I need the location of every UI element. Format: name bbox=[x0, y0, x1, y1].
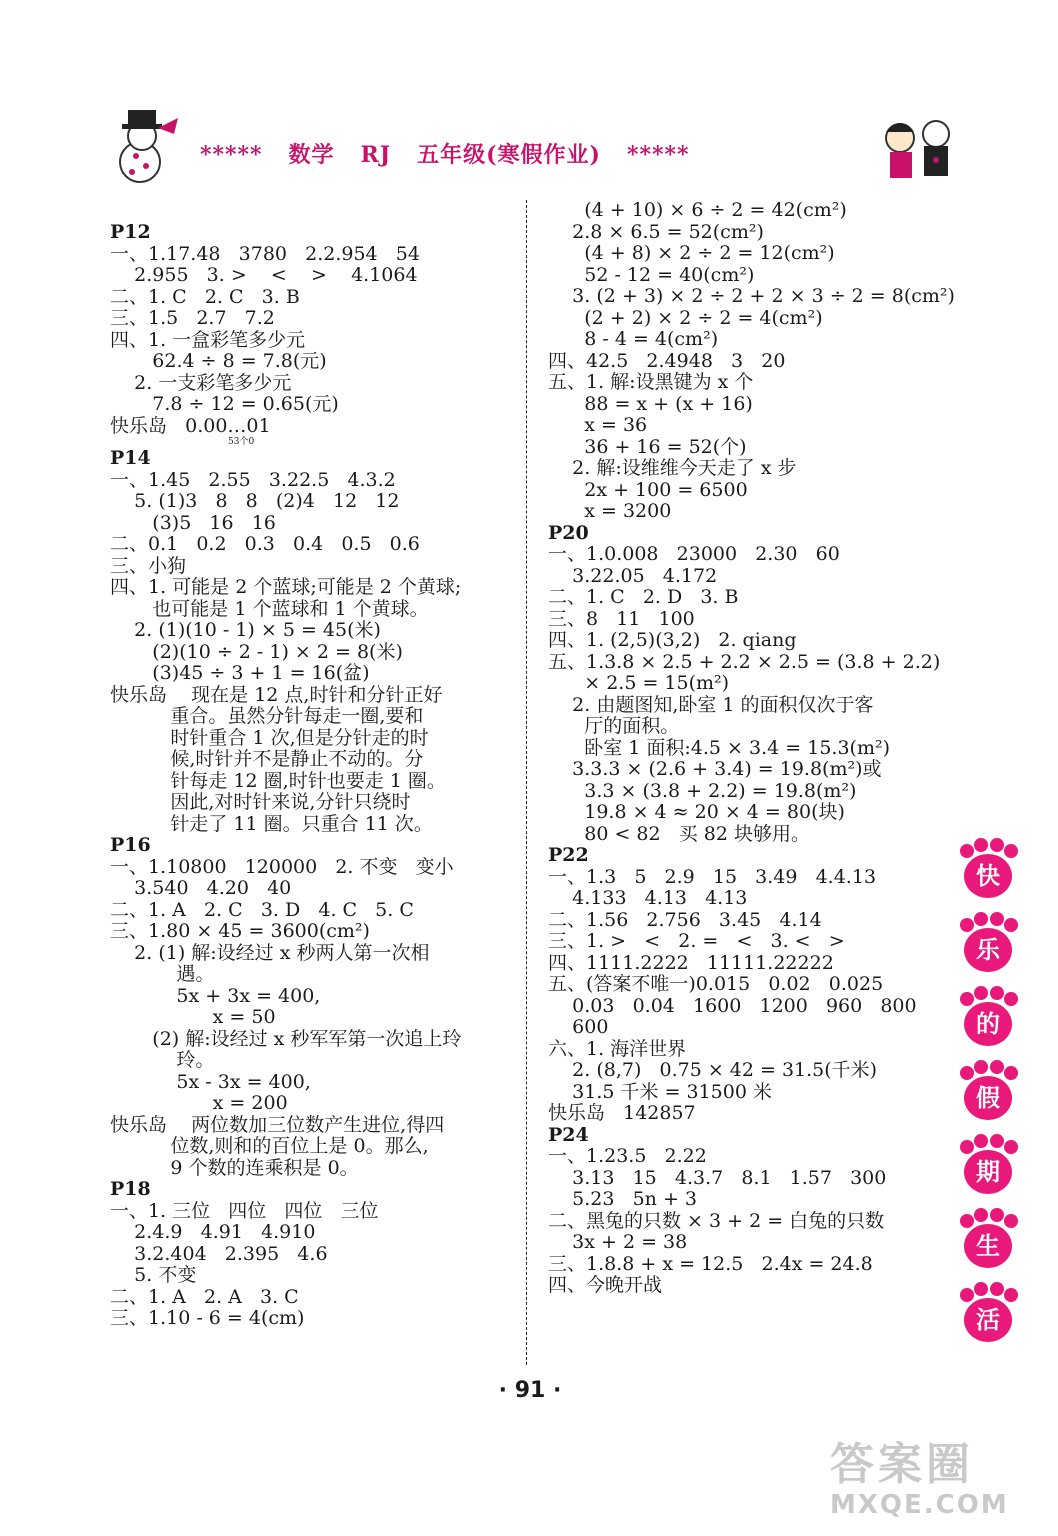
answer-line: 二、1. A 2. C 3. D 4. C 5. C bbox=[110, 898, 414, 921]
answer-line: 9 个数的连乘积是 0。 bbox=[110, 1156, 359, 1179]
answer-line: 五、(答案不唯一)0.015 0.02 0.025 bbox=[548, 973, 884, 995]
paw-badge-char: 乐 bbox=[964, 928, 1012, 972]
answer-line: 四、1. 一盒彩笔多少元 bbox=[110, 328, 306, 351]
answer-line: 快乐岛 0.00…01 bbox=[110, 414, 271, 437]
answer-line: 时针重合 1 次,但是分针走的时 bbox=[110, 726, 429, 749]
answer-line: 因此,对时针来说,分针只绕时 bbox=[110, 791, 411, 813]
answer-line: 2. 一支彩笔多少元 bbox=[110, 371, 292, 394]
right-answer-column bbox=[548, 199, 955, 1297]
paw-badge-char: 假 bbox=[964, 1076, 1012, 1120]
column-divider bbox=[526, 200, 527, 1365]
answer-line: 三、1.80 × 45 = 3600(cm²) bbox=[110, 920, 370, 942]
page-number: · 91 · bbox=[498, 1378, 562, 1403]
answer-line: (2)(10 ÷ 2 - 1) × 2 = 8(米) bbox=[110, 640, 403, 663]
answer-line: P24 bbox=[548, 1123, 589, 1146]
answer-line: 3.22.05 4.172 bbox=[548, 564, 718, 587]
answer-line: 88 = x + (x + 16) bbox=[548, 392, 753, 415]
paw-badge bbox=[958, 986, 1020, 1048]
answer-line: 三、8 11 100 bbox=[548, 607, 695, 630]
answer-line: 2.8 × 6.5 = 52(cm²) bbox=[548, 220, 764, 243]
answer-line: 厅的面积。 bbox=[548, 715, 680, 737]
answer-line: 针走了 11 圈。只重合 11 次。 bbox=[110, 812, 433, 835]
answer-line: (4 + 8) × 2 ÷ 2 = 12(cm²) bbox=[548, 242, 835, 264]
paw-badge bbox=[958, 1282, 1020, 1344]
answer-line: P12 bbox=[110, 221, 151, 243]
answer-line: (2 + 2) × 2 ÷ 2 = 4(cm²) bbox=[548, 306, 823, 329]
answer-line: 针每走 12 圈,时针也要走 1 圈。 bbox=[110, 769, 446, 792]
paw-badge bbox=[958, 838, 1020, 900]
answer-line: (3)5 16 16 bbox=[110, 511, 276, 534]
answer-line: 3.2.404 2.395 4.6 bbox=[110, 1242, 328, 1265]
answer-line: 位数,则和的百位上是 0。那么, bbox=[110, 1135, 429, 1157]
answer-line: 5x + 3x = 400, bbox=[110, 984, 321, 1007]
answer-line: 3.3.3 × (2.6 + 3.4) = 19.8(m²)或 bbox=[548, 758, 882, 780]
watermark-url: MXQE.COM bbox=[830, 1490, 1009, 1520]
children-right-decoration bbox=[870, 110, 965, 190]
answer-line: 2x + 100 = 6500 bbox=[548, 478, 748, 501]
answer-line: 二、1. A 2. A 3. C bbox=[110, 1285, 299, 1308]
answer-line: 2. (8,7) 0.75 × 42 = 31.5(千米) bbox=[548, 1059, 878, 1081]
answer-line: × 2.5 = 15(m²) bbox=[548, 672, 730, 694]
answer-line: 四、1. 可能是 2 个蓝球;可能是 2 个黄球; bbox=[110, 576, 462, 598]
answer-line: 一、1.3 5 2.9 15 3.49 4.4.13 bbox=[548, 865, 877, 888]
answer-line: 四、今晚开战 bbox=[548, 1274, 663, 1296]
answer-line: 5x - 3x = 400, bbox=[110, 1070, 311, 1093]
answer-line: 四、42.5 2.4948 3 20 bbox=[548, 349, 786, 372]
answer-line: 5. (1)3 8 8 (2)4 12 12 bbox=[110, 490, 400, 512]
answer-line: 一、1.23.5 2.22 bbox=[548, 1145, 707, 1167]
answer-line: x = 3200 bbox=[548, 500, 672, 522]
paw-badge bbox=[958, 1134, 1020, 1196]
answer-line: 3x + 2 = 38 bbox=[548, 1231, 688, 1253]
page-header bbox=[0, 100, 1058, 190]
answer-line: 2.4.9 4.91 4.910 bbox=[110, 1221, 316, 1243]
answer-line: 三、1. > < 2. = < 3. < > bbox=[548, 930, 845, 952]
paw-badge-char: 生 bbox=[964, 1224, 1012, 1268]
paw-badge-char: 的 bbox=[964, 1002, 1012, 1046]
answer-line: 2. 解:设维维今天走了 x 步 bbox=[548, 457, 797, 479]
answer-line: x = 200 bbox=[110, 1092, 288, 1114]
answer-line: 3.3 × (3.8 + 2.2) = 19.8(m²) bbox=[548, 779, 857, 802]
answer-line: 2.955 3. > < > 4.1064 bbox=[110, 264, 418, 286]
snowman-left-decoration bbox=[100, 100, 190, 190]
paw-badge bbox=[958, 912, 1020, 974]
answer-line: 五、1.3.8 × 2.5 + 2.2 × 2.5 = (3.8 + 2.2) bbox=[548, 650, 941, 673]
answer-line: 31.5 千米 = 31500 米 bbox=[548, 1080, 772, 1103]
answer-line: 一、1.17.48 3780 2.2.954 54 bbox=[110, 242, 420, 265]
watermark-logo bbox=[830, 1440, 1050, 1530]
answer-line: 2. (1)(10 - 1) × 5 = 45(米) bbox=[110, 619, 381, 641]
answer-line: 遇。 bbox=[110, 963, 215, 985]
paw-badge bbox=[958, 1208, 1020, 1270]
answer-line: 0.03 0.04 1600 1200 960 800 bbox=[548, 994, 917, 1017]
answer-line: 2. (1) 解:设经过 x 秒两人第一次相 bbox=[110, 941, 430, 964]
answer-line: 快乐岛 两位数加三位数产生进位,得四 bbox=[110, 1113, 445, 1136]
answer-line: 二、0.1 0.2 0.3 0.4 0.5 0.6 bbox=[110, 533, 420, 555]
answer-line: 4.133 4.13 4.13 bbox=[548, 887, 748, 909]
left-answer-column bbox=[110, 222, 510, 1330]
answer-line: 三、1.10 - 6 = 4(cm) bbox=[110, 1307, 305, 1329]
answer-line: 一、1.0.008 23000 2.30 60 bbox=[548, 543, 840, 565]
answer-line: P14 bbox=[110, 447, 151, 469]
header-title: ***** 数学 RJ 五年级(寒假作业) ***** bbox=[200, 142, 690, 168]
answer-line: 19.8 × 4 ≈ 20 × 4 = 80(块) bbox=[548, 801, 845, 823]
answer-line: 二、黑兔的只数 × 3 + 2 = 白兔的只数 bbox=[548, 1209, 885, 1232]
answer-line: P18 bbox=[110, 1178, 151, 1200]
answer-line: 四、1111.2222 11111.22222 bbox=[548, 951, 834, 974]
answer-line: 快乐岛 142857 bbox=[548, 1102, 696, 1124]
answer-line: 7.8 ÷ 12 = 0.65(元) bbox=[110, 393, 339, 415]
answer-line: 快乐岛 现在是 12 点,时针和分针正好 bbox=[110, 683, 443, 706]
answer-line: 52 - 12 = 40(cm²) bbox=[548, 263, 755, 286]
answer-line: 四、1. (2,5)(3,2) 2. qiang bbox=[548, 629, 797, 651]
answer-line: 36 + 16 = 52(个) bbox=[548, 435, 747, 458]
answer-line: 重合。虽然分针每走一圈,要和 bbox=[110, 705, 424, 727]
answer-line: 五、1. 解:设黑键为 x 个 bbox=[548, 371, 754, 393]
answer-line: 5. 不变 bbox=[110, 1264, 197, 1286]
answer-line: 也可能是 1 个蓝球和 1 个黄球。 bbox=[110, 597, 429, 620]
answer-line: (4 + 10) × 6 ÷ 2 = 42(cm²) bbox=[548, 199, 847, 221]
answer-line: 62.4 ÷ 8 = 7.8(元) bbox=[110, 350, 327, 372]
answer-line: (2) 解:设经过 x 秒军军第一次追上玲 bbox=[110, 1027, 462, 1050]
paw-badge-char: 期 bbox=[964, 1150, 1012, 1194]
answer-line: 三、小狗 bbox=[110, 554, 187, 577]
answer-line: 三、1.8.8 + x = 12.5 2.4x = 24.8 bbox=[548, 1252, 873, 1275]
answer-line: 候,时针并不是静止不动的。分 bbox=[110, 748, 424, 770]
answer-line: 5.23 5n + 3 bbox=[548, 1188, 697, 1210]
watermark-title: 答案圈 bbox=[830, 1439, 974, 1490]
answer-line: 二、1. C 2. C 3. B bbox=[110, 285, 300, 308]
answer-line: 600 bbox=[548, 1016, 609, 1038]
paw-badge bbox=[958, 1060, 1020, 1122]
answer-line: 3.13 15 4.3.7 8.1 1.57 300 bbox=[548, 1166, 887, 1189]
answer-line: 一、1.45 2.55 3.22.5 4.3.2 bbox=[110, 468, 396, 491]
answer-line: x = 36 bbox=[548, 414, 648, 436]
answer-line: 80 < 82 买 82 块够用。 bbox=[548, 822, 810, 845]
answer-line: 三、1.5 2.7 7.2 bbox=[110, 307, 275, 329]
answer-line: P16 bbox=[110, 834, 151, 856]
answer-line: 8 - 4 = 4(cm²) bbox=[548, 328, 719, 350]
answer-line: P22 bbox=[548, 844, 589, 866]
answer-line: P20 bbox=[548, 521, 589, 544]
answer-line: 玲。 bbox=[110, 1049, 215, 1071]
answer-line: 六、1. 海洋世界 bbox=[548, 1037, 687, 1060]
answer-line: 二、1.56 2.756 3.45 4.14 bbox=[548, 908, 822, 931]
answer-line: x = 50 bbox=[110, 1006, 276, 1028]
answer-line: 卧室 1 面积:4.5 × 3.4 = 15.3(m²) bbox=[548, 736, 891, 759]
answer-line: 一、1.10800 120000 2. 不变 变小 bbox=[110, 855, 454, 878]
answer-line: (3)45 ÷ 3 + 1 = 16(盆) bbox=[110, 662, 370, 684]
paw-badge-char: 快 bbox=[964, 854, 1012, 898]
zeros-count-note: 53个0 bbox=[228, 437, 255, 447]
answer-line: 一、1. 三位 四位 四位 三位 bbox=[110, 1199, 379, 1222]
answer-line: 二、1. C 2. D 3. B bbox=[548, 586, 739, 608]
answer-line: 3. (2 + 3) × 2 ÷ 2 + 2 × 3 ÷ 2 = 8(cm²) bbox=[548, 285, 955, 307]
paw-badge-char: 活 bbox=[964, 1298, 1012, 1342]
answer-line: 3.540 4.20 40 bbox=[110, 877, 292, 899]
answer-line: 2. 由题图知,卧室 1 的面积仅次于客 bbox=[548, 693, 874, 716]
side-paw-banner bbox=[958, 838, 1028, 1356]
